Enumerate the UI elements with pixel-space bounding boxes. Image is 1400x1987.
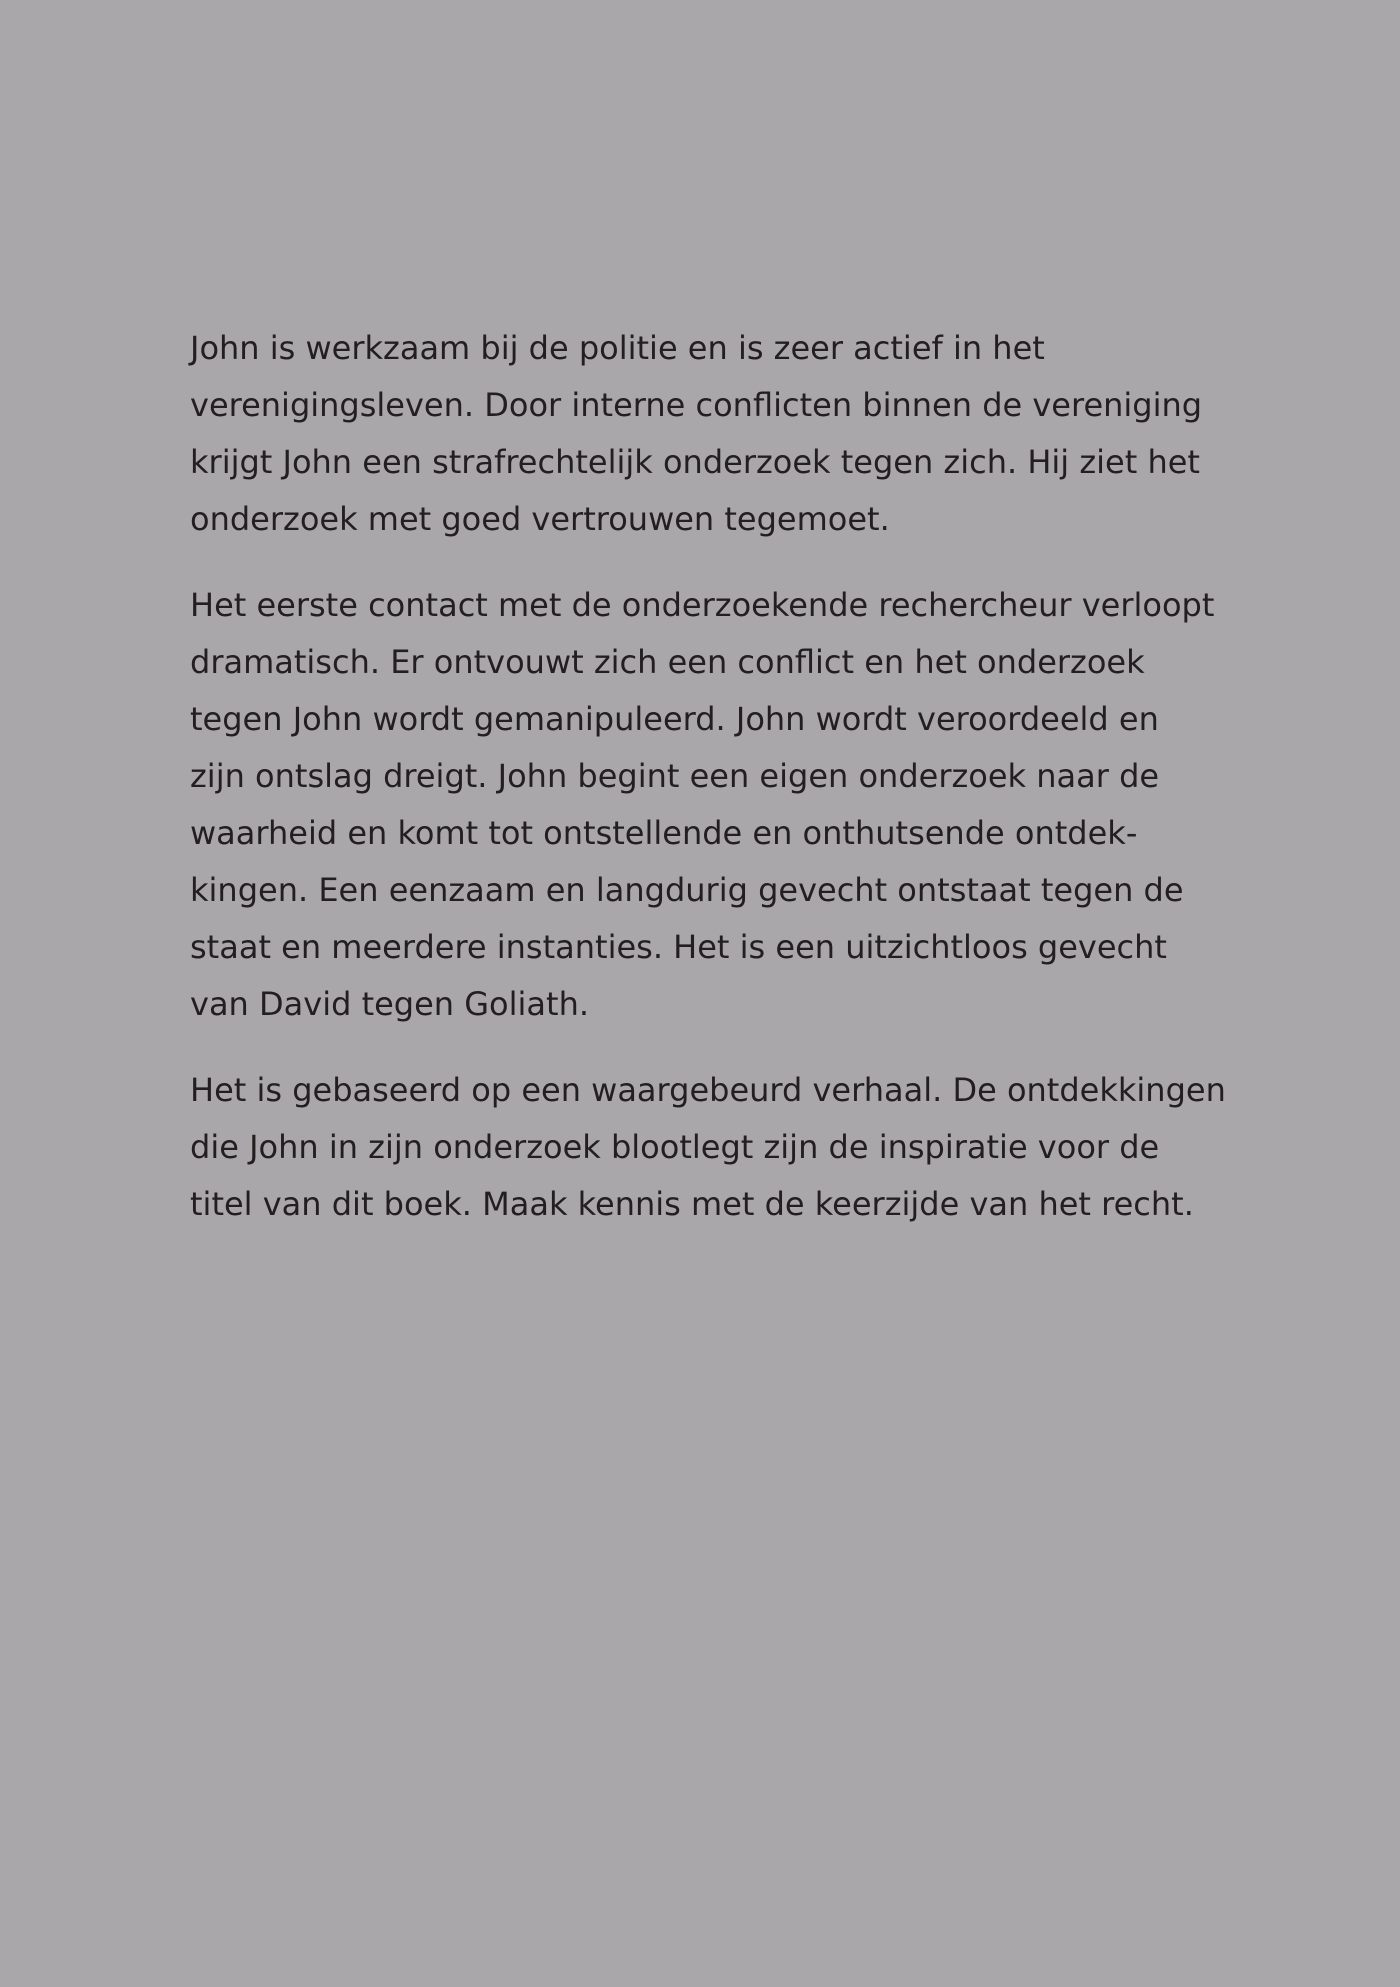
text-line: die John in zijn onderzoek blootlegt zijn de inspiratie voor de <box>190 1128 1160 1166</box>
text-line: kingen. Een eenzaam en langdurig gevecht ontstaat tegen de <box>190 871 1184 909</box>
text-line: zijn ontslag dreigt. John begint een eigen onderzoek naar de <box>190 757 1160 795</box>
text-line: krijgt John een strafrechtelijk onderzoek tegen zich. Hij ziet het <box>190 443 1200 481</box>
text-line: onderzoek met goed vertrouwen tegemoet. <box>190 500 890 538</box>
text-line: tegen John wordt gemanipuleerd. John wordt veroordeeld en <box>190 700 1159 738</box>
text-line: waarheid en komt tot ontstellende en onthutsende ontdek- <box>190 814 1138 852</box>
text-line: John is werkzaam bij de politie en is zeer actief in het <box>190 329 1045 367</box>
blurb-text <box>190 320 1230 1262</box>
text-line: dramatisch. Er ontvouwt zich een conflict en het onderzoek <box>190 643 1145 681</box>
text-line: titel van dit boek. Maak kennis met de keerzijde van het recht. <box>190 1185 1194 1223</box>
text-line: van David tegen Goliath. <box>190 985 590 1023</box>
paragraph-3 <box>190 1062 1230 1233</box>
text-line: staat en meerdere instanties. Het is een uitzichtloos gevecht <box>190 928 1167 966</box>
paragraph-2 <box>190 577 1230 1033</box>
text-line: Het eerste contact met de onderzoekende rechercheur verloopt <box>190 586 1215 624</box>
text-line: verenigingsleven. Door interne conflicten binnen de vereniging <box>190 386 1203 424</box>
paragraph-1 <box>190 320 1230 548</box>
text-line: Het is gebaseerd op een waargebeurd verhaal. De ontdekkingen <box>190 1071 1226 1109</box>
